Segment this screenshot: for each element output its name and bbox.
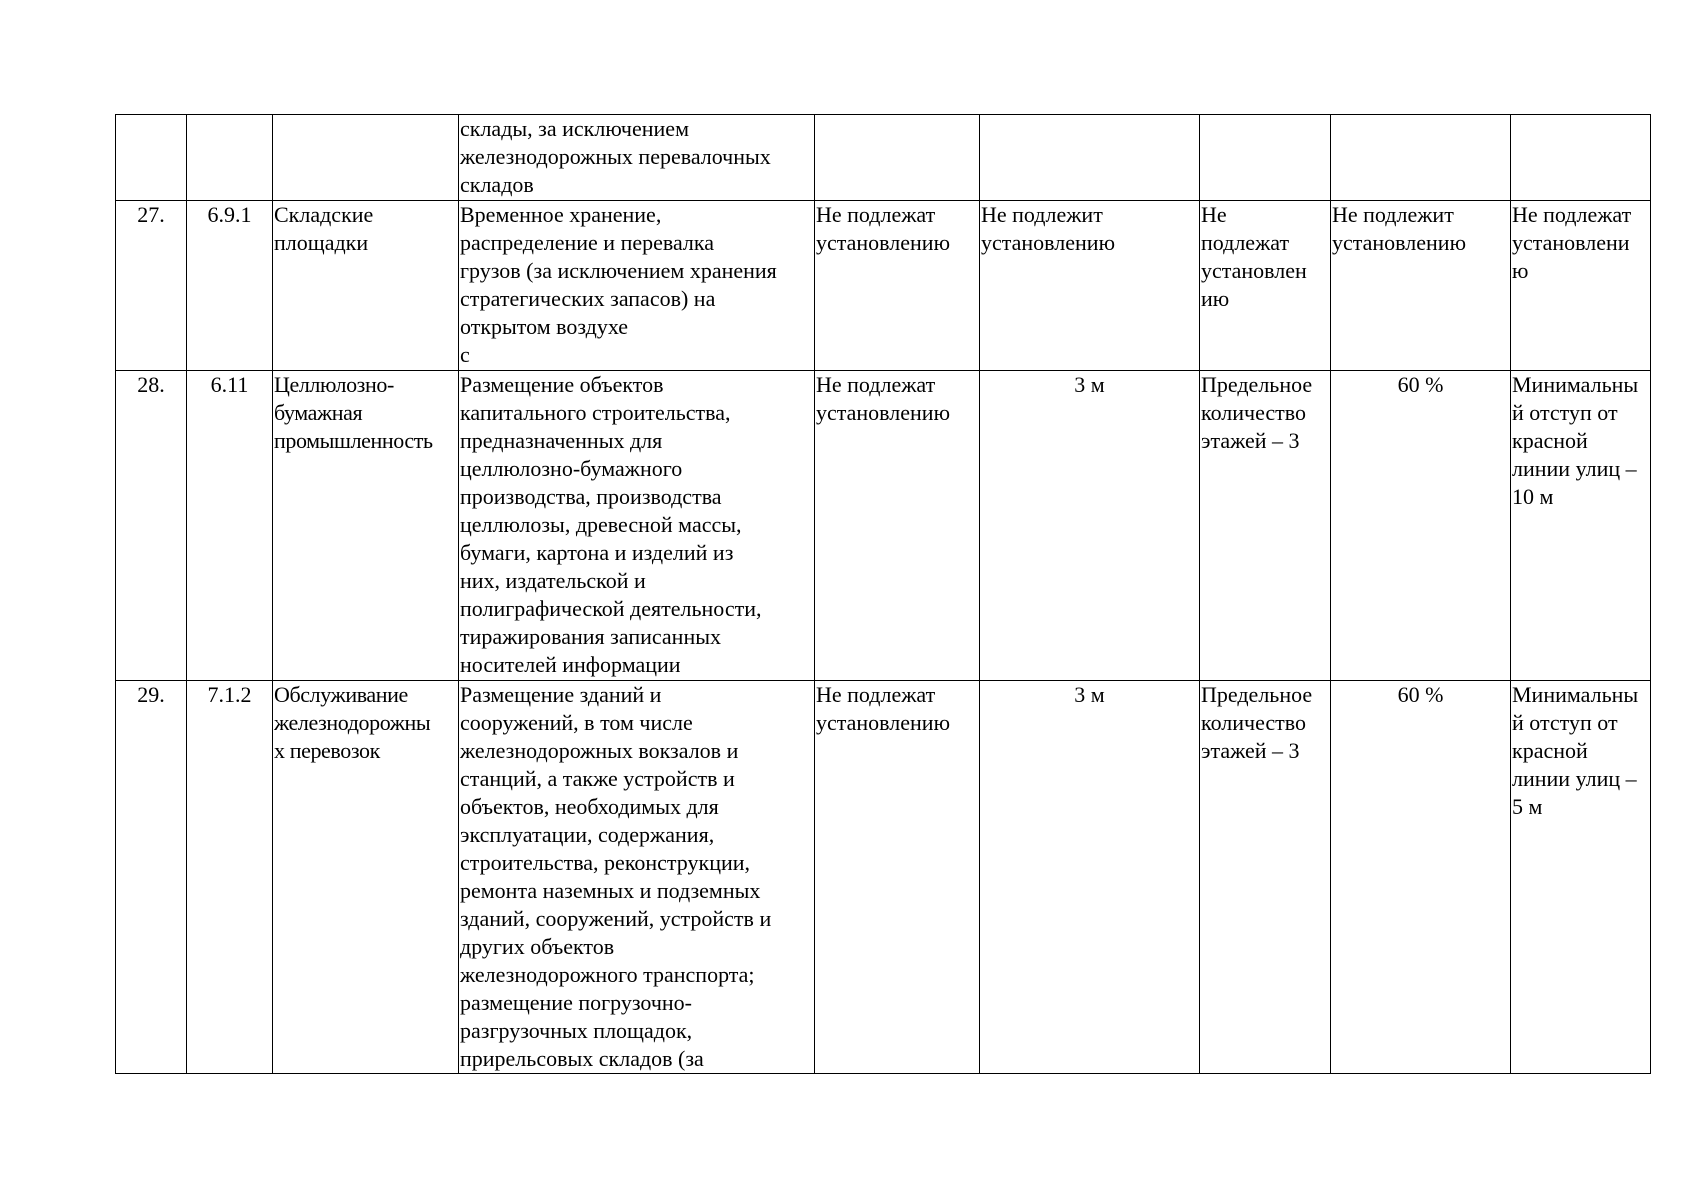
param-cell-9: Минимальны й отступ от красной линии улиц – 10 м — [1511, 371, 1651, 681]
param-cell-8: 60 % — [1331, 681, 1511, 1074]
param-cell-6: 3 м — [980, 681, 1200, 1074]
description-cell: склады, за исключением железнодорожных перевалочных складов — [459, 115, 815, 201]
table-row — [116, 371, 1651, 681]
param-cell-6 — [980, 115, 1200, 201]
param-cell-8: 60 % — [1331, 371, 1511, 681]
table-row — [116, 115, 1651, 201]
param-cell-7 — [1200, 115, 1331, 201]
use-name-cell — [273, 115, 459, 201]
row-number-cell: 29. — [116, 681, 187, 1074]
row-number-cell — [116, 115, 187, 201]
code-cell: 6.11 — [187, 371, 273, 681]
param-cell-8: Не подлежит установлению — [1331, 201, 1511, 371]
param-cell-7: Предельное количество этажей – 3 — [1200, 371, 1331, 681]
use-name-cell: Складские площадки — [273, 201, 459, 371]
param-cell-5 — [815, 115, 980, 201]
description-cell: Временное хранение, распределение и перевалка грузов (за исключением хранения стратегических запасов) на открытом воздухе с — [459, 201, 815, 371]
table-row — [116, 201, 1651, 371]
use-name-cell: Целлюлозно- бумажная промышленность — [273, 371, 459, 681]
param-cell-5: Не подлежат установлению — [815, 371, 980, 681]
param-cell-5: Не подлежат установлению — [815, 201, 980, 371]
param-cell-6: 3 м — [980, 371, 1200, 681]
param-cell-6: Не подлежит установлению — [980, 201, 1200, 371]
param-cell-5: Не подлежат установлению — [815, 681, 980, 1074]
param-cell-7: Не подлежат установлен ию — [1200, 201, 1331, 371]
param-cell-9: Не подлежат установлени ю — [1511, 201, 1651, 371]
row-number-cell: 27. — [116, 201, 187, 371]
description-cell: Размещение зданий и сооружений, в том числе железнодорожных вокзалов и станций, а также устройств и объектов, необходимых для эксплуатации, содержания, строительства, реконструкции, ремонта наземных и подземных зданий, сооружений, устройств и других объектов железнодорожного транспорта; размещение погрузочно- разгрузочных площадок, прирельсовых складов (за — [459, 681, 815, 1074]
description-cell: Размещение объектов капитального строительства, предназначенных для целлюлозно-бумажного производства, производства целлюлозы, древесной массы, бумаги, картона и изделий из них, издательской и полиграфической деятельности, тиражирования записанных носителей информации — [459, 371, 815, 681]
param-cell-8 — [1331, 115, 1511, 201]
param-cell-7: Предельное количество этажей – 3 — [1200, 681, 1331, 1074]
param-cell-9: Минимальны й отступ от красной линии улиц – 5 м — [1511, 681, 1651, 1074]
use-name-cell: Обслуживание железнодорожны х перевозок — [273, 681, 459, 1074]
code-cell — [187, 115, 273, 201]
table-row — [116, 681, 1651, 1074]
code-cell: 7.1.2 — [187, 681, 273, 1074]
code-cell: 6.9.1 — [187, 201, 273, 371]
row-number-cell: 28. — [116, 371, 187, 681]
regulations-table — [115, 114, 1651, 1074]
param-cell-9 — [1511, 115, 1651, 201]
